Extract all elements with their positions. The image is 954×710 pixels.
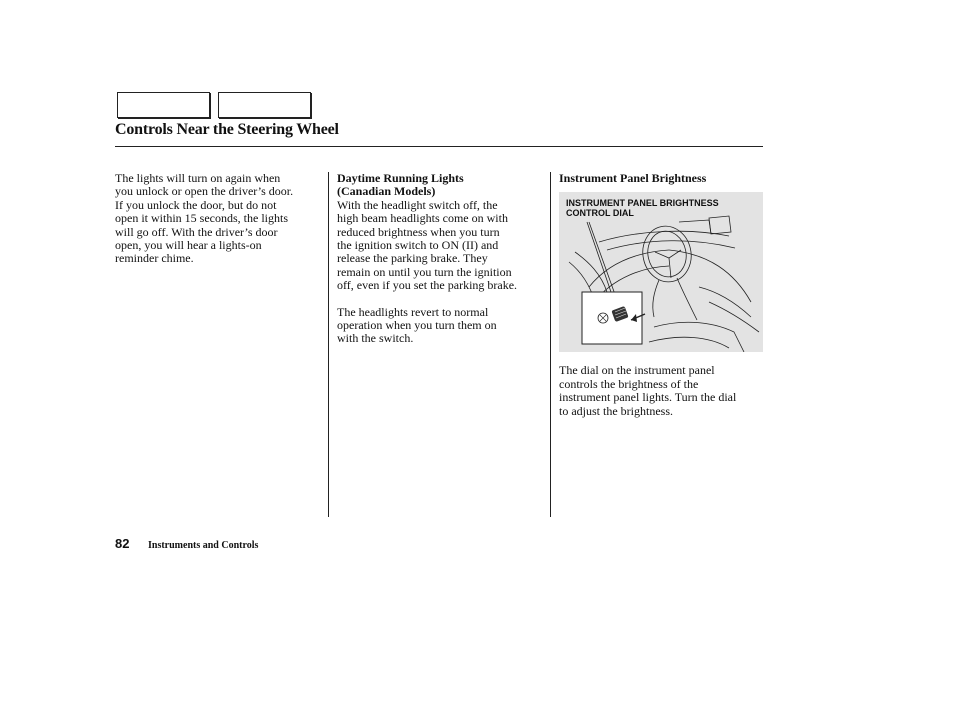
text-line: the ignition switch to ON (II) and — [337, 238, 499, 253]
text-line: off, even if you set the parking brake. — [337, 278, 518, 293]
column-divider-2 — [550, 172, 551, 517]
text-line: with the switch. — [337, 331, 414, 346]
dashboard-illustration — [559, 192, 763, 352]
section-name: Instruments and Controls — [148, 540, 259, 551]
callout-line: CONTROL DIAL — [566, 208, 634, 218]
text-line: instrument panel lights. Turn the dial — [559, 390, 737, 405]
nav-tab-box-2[interactable] — [218, 92, 311, 118]
text-line: will go off. With the driver’s door — [115, 224, 278, 239]
text-line: open, you will hear a lights-on — [115, 238, 262, 253]
drl-heading: Daytime Running Lights — [337, 171, 464, 185]
page-number: 82 — [115, 536, 130, 551]
column-divider-1 — [328, 172, 329, 517]
drl-heading: (Canadian Models) — [337, 184, 436, 199]
text-line: reminder chime. — [115, 251, 194, 266]
page-title: Controls Near the Steering Wheel — [115, 121, 339, 138]
text-line: release the parking brake. They — [337, 251, 488, 266]
text-line: high beam headlights come on with — [337, 211, 508, 226]
title-rule — [115, 146, 763, 147]
text-line: The dial on the instrument panel — [559, 363, 715, 378]
column-2 — [337, 172, 545, 346]
text-line: The headlights revert to normal — [337, 304, 489, 319]
text-line: remain on until you turn the ignition — [337, 264, 512, 279]
text-line: With the headlight switch off, the — [337, 197, 498, 212]
text-line: reduced brightness when you turn — [337, 224, 500, 239]
text-line: to adjust the brightness. — [559, 403, 673, 418]
column-1 — [115, 172, 323, 266]
figure-callout-label — [566, 198, 719, 218]
text-line: open it within 15 seconds, the lights — [115, 211, 288, 226]
text-line: The lights will turn on again when — [115, 171, 281, 185]
text-line: controls the brightness of the — [559, 376, 699, 391]
brightness-heading: Instrument Panel Brightness — [559, 171, 707, 185]
text-line: operation when you turn them on — [337, 318, 497, 333]
text-line: If you unlock the door, but do not — [115, 197, 277, 212]
nav-tab-box-1[interactable] — [117, 92, 210, 118]
callout-line: INSTRUMENT PANEL BRIGHTNESS — [566, 198, 719, 208]
text-line: you unlock or open the driver’s door. — [115, 184, 294, 199]
